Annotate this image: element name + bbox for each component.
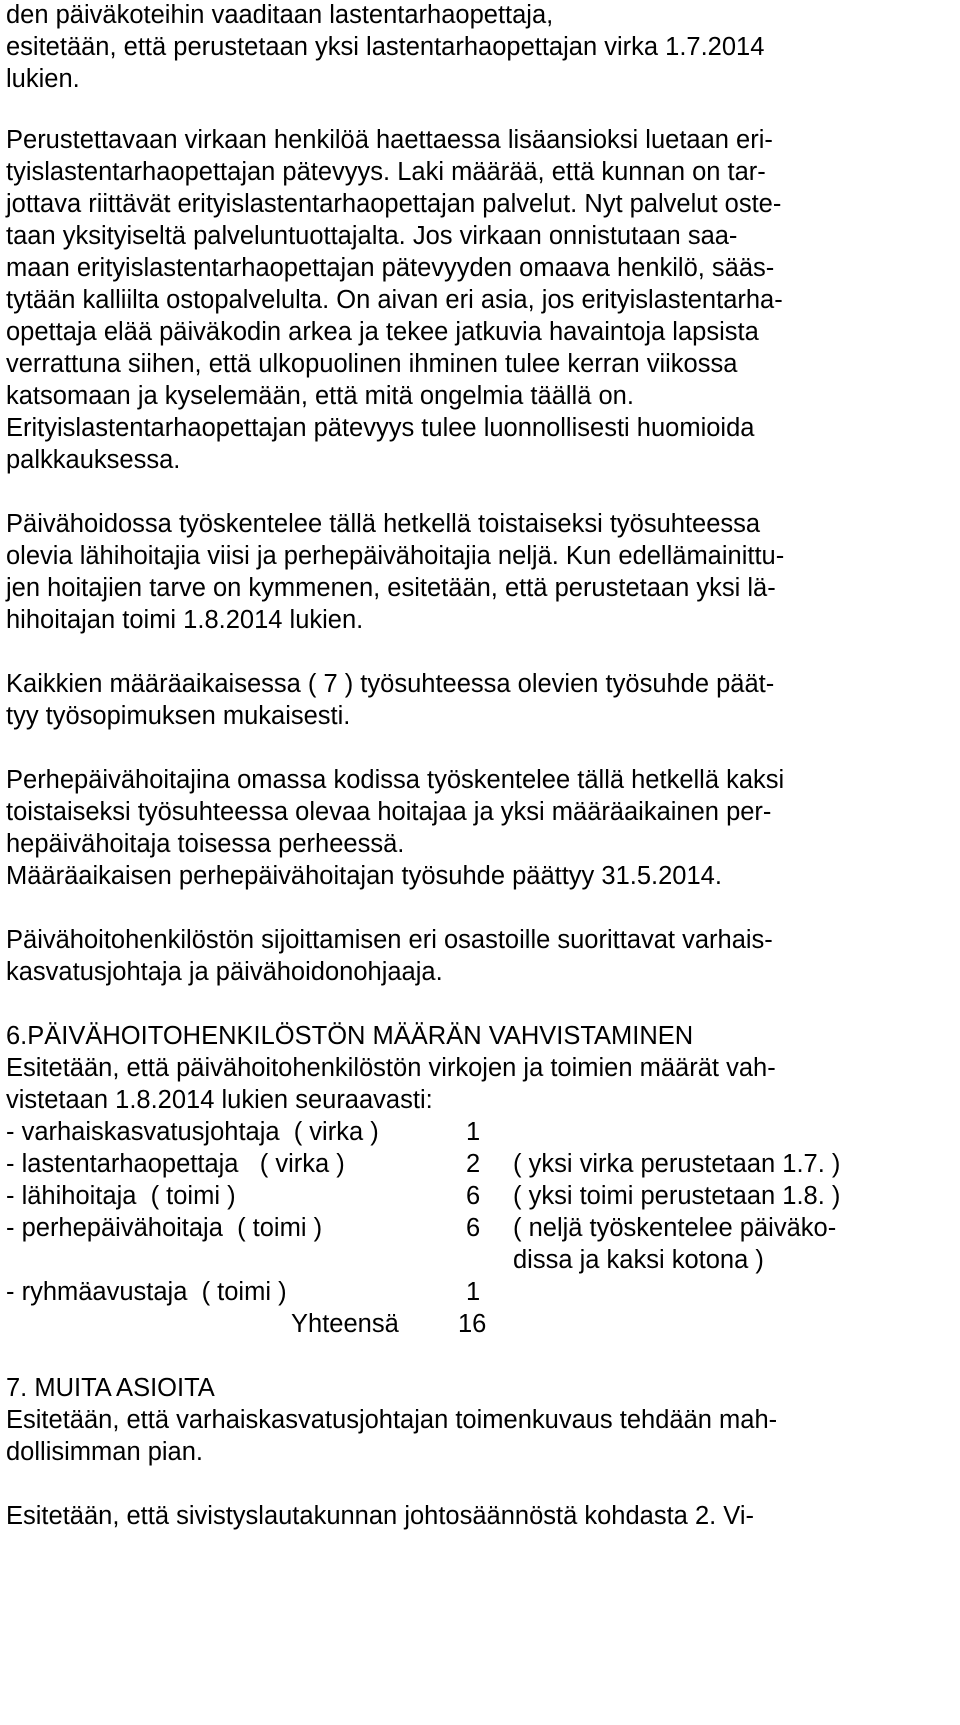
count-cell: 2 [466,1150,481,1178]
role-cell: - lastentarhaopettaja ( virka ) [6,1150,345,1178]
total-label: Yhteensä [291,1310,399,1338]
text-line: maan erityislastentarhaopettajan pätevyyden omaava henkilö, sääs- [6,254,775,282]
text-line: vistetaan 1.8.2014 lukien seuraavasti: [6,1086,433,1114]
role-cell: - varhaiskasvatusjohtaja ( virka ) [6,1118,379,1146]
text-line: Esitetään, että päivähoitohenkilöstön virkojen ja toimien määrät vah- [6,1054,776,1082]
count-cell: 6 [466,1214,481,1242]
text-line: toistaiseksi työsuhteessa olevaa hoitajaa ja yksi määräaikainen per- [6,798,772,826]
text-line: tytään kalliilta ostopalvelulta. On aivan eri asia, jos erityislastentarha- [6,286,783,314]
section-heading: 7. MUITA ASIOITA [6,1374,215,1402]
text-line: tyislastentarhaopettajan pätevyys. Laki määrää, että kunnan on tar- [6,158,766,186]
text-line: Esitetään, että sivistyslautakunnan johtosäännöstä kohdasta 2. Vi- [6,1502,755,1530]
count-cell: 6 [466,1182,481,1210]
text-line: hepäivähoitaja toisessa perheessä. [6,830,405,858]
count-cell: 1 [466,1118,481,1146]
text-line: tyy työsopimuksen mukaisesti. [6,702,351,730]
text-line: Päivähoitohenkilöstön sijoittamisen eri osastoille suorittavat varhais- [6,926,773,954]
note-cell: dissa ja kaksi kotona ) [513,1246,764,1274]
note-cell: ( yksi toimi perustetaan 1.8. ) [513,1182,841,1210]
text-line: taan yksityiseltä palveluntuottajalta. Jos virkaan onnistutaan saa- [6,222,738,250]
role-cell: - lähihoitaja ( toimi ) [6,1182,236,1210]
text-line: kasvatusjohtaja ja päivähoidonohjaaja. [6,958,443,986]
text-line: Perhepäivähoitajina omassa kodissa työskentelee tällä hetkellä kaksi [6,766,785,794]
count-cell: 1 [466,1278,481,1306]
text-line: lukien. [6,65,80,93]
text-line: verrattuna siihen, että ulkopuolinen ihminen tulee kerran viikossa [6,350,738,378]
text-line: den päiväkoteihin vaaditaan lastentarhaopettaja, [6,1,554,29]
text-line: olevia lähihoitajia viisi ja perhepäivähoitajia neljä. Kun edellämainittu- [6,542,785,570]
total-value: 16 [458,1310,487,1338]
text-line: dollisimman pian. [6,1438,204,1466]
text-line: jottava riittävät erityislastentarhaopettajan palvelut. Nyt palvelut oste- [6,190,782,218]
text-line: jen hoitajien tarve on kymmenen, esitetään, että perustetaan yksi lä- [6,574,776,602]
text-line: katsomaan ja kyselemään, että mitä ongelmia täällä on. [6,382,634,410]
role-cell: - perhepäivähoitaja ( toimi ) [6,1214,323,1242]
text-line: palkkauksessa. [6,446,181,474]
section-heading: 6.PÄIVÄHOITOHENKILÖSTÖN MÄÄRÄN VAHVISTAMINEN [6,1022,694,1050]
text-line: Päivähoidossa työskentelee tällä hetkellä toistaiseksi työsuhteessa [6,510,761,538]
text-line: Esitetään, että varhaiskasvatusjohtajan toimenkuvaus tehdään mah- [6,1406,778,1434]
text-line: Perustettavaan virkaan henkilöä haettaessa lisäansioksi luetaan eri- [6,126,773,154]
text-line: Erityislastentarhaopettajan pätevyys tulee luonnollisesti huomioida [6,414,755,442]
text-line: Määräaikaisen perhepäivähoitajan työsuhde päättyy 31.5.2014. [6,862,722,890]
text-line: Kaikkien määräaikaisessa ( 7 ) työsuhteessa olevien työsuhde päät- [6,670,775,698]
text-line: hihoitajan toimi 1.8.2014 lukien. [6,606,364,634]
role-cell: - ryhmäavustaja ( toimi ) [6,1278,287,1306]
text-line: esitetään, että perustetaan yksi lastentarhaopettajan virka 1.7.2014 [6,33,765,61]
text-line: opettaja elää päiväkodin arkea ja tekee jatkuvia havaintoja lapsista [6,318,759,346]
note-cell: ( yksi virka perustetaan 1.7. ) [513,1150,841,1178]
note-cell: ( neljä työskentelee päiväko- [513,1214,837,1242]
